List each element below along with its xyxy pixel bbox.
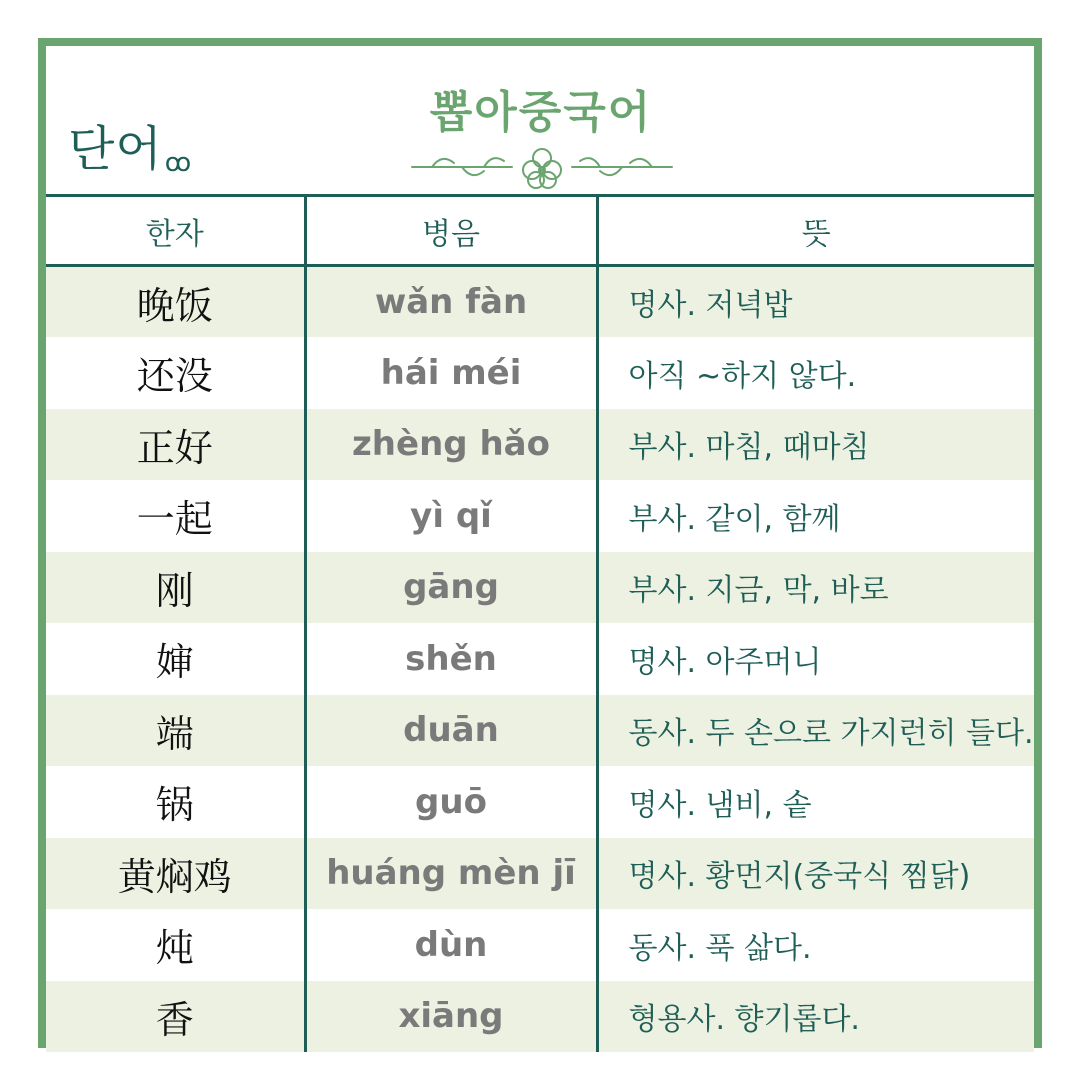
hanzi-cell: 炖 — [46, 909, 305, 981]
meaning-cell: 부사. 지금, 막, 바로 — [597, 552, 1034, 624]
pinyin-cell: dùn — [305, 909, 597, 981]
hanzi-cell: 刚 — [46, 552, 305, 624]
vocab-card — [38, 38, 1042, 1048]
meaning-cell: 명사. 아주머니 — [628, 644, 822, 680]
hanzi-cell: 端 — [46, 695, 305, 767]
table-row — [46, 409, 1034, 481]
table-row — [46, 266, 1034, 338]
table-row — [46, 337, 1034, 409]
column-header-meaning: 뜻 — [597, 196, 1034, 266]
hanzi-cell: 婶 — [46, 623, 305, 695]
brand-title: 뽑아중국어 — [429, 87, 653, 138]
table-row — [46, 981, 1034, 1053]
table-row — [46, 766, 1034, 838]
table-row — [46, 909, 1034, 981]
meaning-cell: 명사. 황먼지(중국식 찜닭) — [597, 838, 1034, 910]
hanzi-cell: 锅 — [46, 766, 305, 838]
card-header — [46, 46, 1034, 194]
meaning-cell: 동사. 푹 삶다. — [628, 930, 812, 966]
meaning-cell: 동사. 두 손으로 가지런히 들다. — [597, 695, 1034, 767]
hanzi-cell: 晚饭 — [46, 266, 305, 338]
pinyin-cell: zhèng hǎo — [305, 409, 597, 481]
column-header-pinyin: 병음 — [305, 196, 597, 266]
pinyin-cell: duān — [305, 695, 597, 767]
meaning-cell: 부사. 마침, 때마침 — [597, 409, 1034, 481]
hanzi-cell: 正好 — [46, 409, 305, 481]
pinyin-cell: xiāng — [305, 981, 597, 1053]
hanzi-cell: 一起 — [46, 480, 305, 552]
pinyin-cell: huáng mèn jī — [305, 838, 597, 910]
pinyin-cell: yì qǐ — [305, 480, 597, 552]
meaning-cell: 명사. 저녁밥 — [597, 266, 1034, 338]
meaning-cell: 아직 ~하지 않다. — [628, 358, 857, 394]
vocab-table — [46, 194, 1034, 1052]
meaning-cell: 형용사. 향기롭다. — [597, 981, 1034, 1053]
pinyin-cell: shěn — [305, 623, 597, 695]
table-row — [46, 623, 1034, 695]
pinyin-cell: wǎn fàn — [305, 266, 597, 338]
table-header-row — [46, 196, 1034, 266]
table-row — [46, 695, 1034, 767]
hanzi-cell: 黄焖鸡 — [46, 838, 305, 910]
meaning-cell: 부사. 같이, 함께 — [628, 501, 841, 537]
bow-ribbon-icon: ꝏ — [164, 148, 193, 178]
floral-vine-ornament-icon — [402, 142, 682, 192]
pinyin-cell: gāng — [305, 552, 597, 624]
corner-title-text: 단어 — [68, 121, 163, 177]
meaning-cell: 명사. 냄비, 솥 — [628, 787, 812, 823]
table-row — [46, 480, 1034, 552]
hanzi-cell: 香 — [46, 981, 305, 1053]
corner-title — [68, 110, 193, 179]
pinyin-cell: hái méi — [305, 337, 597, 409]
table-row — [46, 838, 1034, 910]
table-row — [46, 552, 1034, 624]
pinyin-cell: guō — [305, 766, 597, 838]
column-header-hanzi: 한자 — [46, 196, 305, 266]
hanzi-cell: 还没 — [46, 337, 305, 409]
